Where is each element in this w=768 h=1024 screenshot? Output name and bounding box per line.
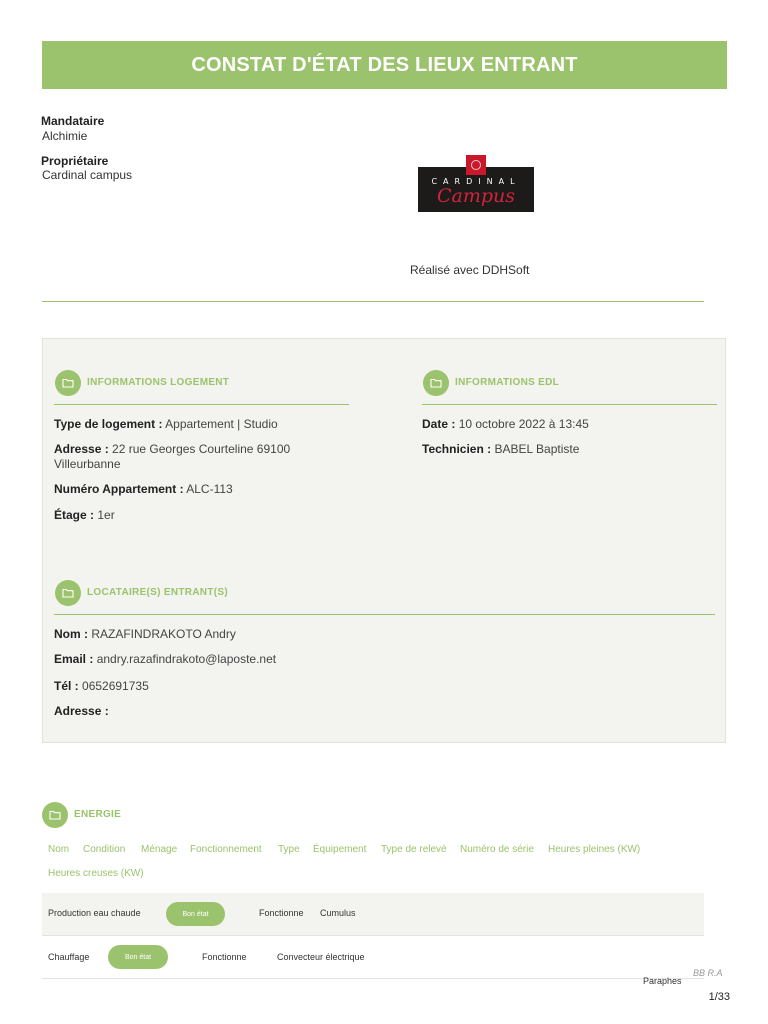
field-label: Nom : bbox=[54, 627, 88, 641]
paraphes-label: Paraphes bbox=[643, 976, 682, 986]
section-title-logement: INFORMATIONS LOGEMENT bbox=[87, 377, 230, 388]
row-divider bbox=[42, 978, 704, 979]
field-value-line2: Villeurbanne bbox=[54, 457, 121, 471]
proprietaire-value: Cardinal campus bbox=[42, 168, 133, 182]
logo-emblem-icon bbox=[466, 155, 486, 175]
column-header: Heures pleines (KW) bbox=[548, 844, 641, 855]
field-type-logement bbox=[54, 417, 278, 432]
field-numero-appartement bbox=[54, 482, 233, 497]
folder-icon bbox=[42, 802, 68, 828]
field-label: Technicien : bbox=[422, 442, 492, 456]
paraphes-signature: BB R.A bbox=[693, 968, 723, 978]
field-value: RAZAFINDRAKOTO Andry bbox=[91, 627, 236, 641]
field-tel bbox=[54, 679, 149, 694]
cell-type: Cumulus bbox=[320, 908, 356, 918]
folder-icon bbox=[55, 370, 81, 396]
status-badge: Bon état bbox=[108, 945, 168, 969]
cell-type: Convecteur électrique bbox=[277, 952, 365, 962]
field-value: 1er bbox=[97, 508, 115, 522]
field-label: Email : bbox=[54, 652, 94, 666]
section-divider-logement bbox=[54, 404, 349, 405]
column-header: Type bbox=[278, 844, 300, 855]
mandataire-label: Mandataire bbox=[41, 114, 105, 128]
section-title-edl: INFORMATIONS EDL bbox=[455, 377, 560, 388]
field-adresse-logement bbox=[54, 442, 354, 472]
realise-avec: Réalisé avec DDHSoft bbox=[410, 263, 530, 277]
proprietaire-label: Propriétaire bbox=[41, 154, 109, 168]
field-value: Appartement | Studio bbox=[165, 417, 278, 431]
field-label: Adresse : bbox=[54, 442, 109, 456]
field-label: Étage : bbox=[54, 508, 95, 522]
field-etage bbox=[54, 508, 115, 523]
logo-word-cardinal: CARDINAL bbox=[431, 177, 521, 186]
folder-icon bbox=[423, 370, 449, 396]
row-divider bbox=[42, 935, 704, 936]
column-header: Condition bbox=[83, 844, 126, 855]
section-title-energie: ENERGIE bbox=[74, 809, 122, 820]
column-header: Fonctionnement bbox=[190, 844, 262, 855]
section-title-locataire: LOCATAIRE(S) ENTRANT(S) bbox=[87, 587, 228, 598]
header-divider bbox=[42, 301, 704, 302]
field-value: 10 octobre 2022 à 13:45 bbox=[458, 417, 589, 431]
column-header: Équipement bbox=[313, 844, 367, 855]
cell-fonctionnement: Fonctionne bbox=[202, 952, 247, 962]
cell-nom: Chauffage bbox=[48, 952, 90, 962]
field-label: Date : bbox=[422, 417, 456, 431]
field-label: Numéro Appartement : bbox=[54, 482, 184, 496]
page-number: 1/33 bbox=[708, 991, 730, 1003]
mandataire-value: Alchimie bbox=[42, 129, 88, 143]
column-header: Nom bbox=[48, 844, 70, 855]
logo-word-campus: Campus bbox=[436, 185, 516, 207]
status-badge: Bon état bbox=[166, 902, 225, 926]
field-value: 22 rue Georges Courteline 69100 bbox=[112, 442, 291, 456]
section-divider-edl bbox=[422, 404, 717, 405]
field-value: ALC-113 bbox=[186, 482, 233, 496]
field-technicien bbox=[422, 442, 579, 457]
cell-nom: Production eau chaude bbox=[48, 908, 141, 918]
field-nom bbox=[54, 627, 236, 642]
field-label: Type de logement : bbox=[54, 417, 163, 431]
column-header: Ménage bbox=[141, 844, 178, 855]
field-value: 0652691735 bbox=[82, 679, 149, 693]
field-email bbox=[54, 652, 276, 667]
field-label: Tél : bbox=[54, 679, 79, 693]
section-divider-locataire bbox=[54, 614, 715, 615]
field-value: andry.razafindrakoto@laposte.net bbox=[96, 652, 277, 666]
column-header: Numéro de série bbox=[460, 844, 534, 855]
folder-icon bbox=[55, 580, 81, 606]
column-header: Type de relevé bbox=[381, 844, 447, 855]
column-header: Heures creuses (KW) bbox=[48, 868, 144, 879]
table-row bbox=[42, 893, 704, 935]
field-value: BABEL Baptiste bbox=[494, 442, 580, 456]
field-date bbox=[422, 417, 589, 432]
document-title: CONSTAT D'ÉTAT DES LIEUX ENTRANT bbox=[42, 41, 727, 89]
cell-fonctionnement: Fonctionne bbox=[259, 908, 304, 918]
field-adresse-locataire bbox=[54, 704, 109, 719]
field-label: Adresse : bbox=[54, 704, 109, 718]
